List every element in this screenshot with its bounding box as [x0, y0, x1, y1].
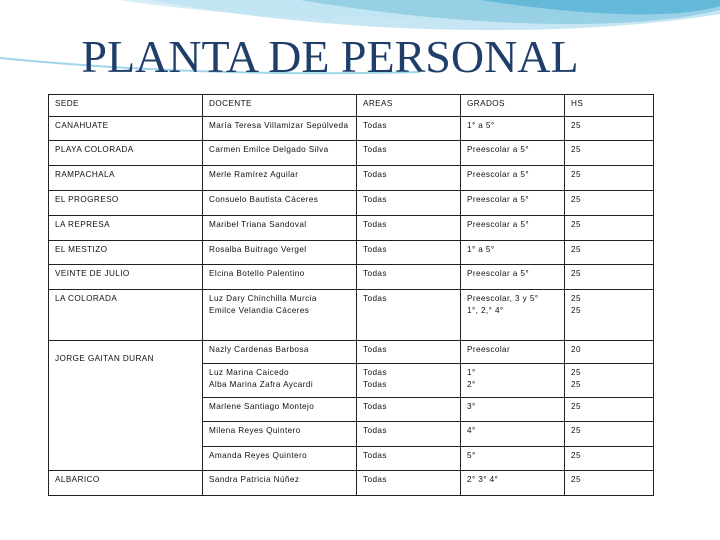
sede-cell: PLAYA COLORADA	[49, 141, 203, 166]
hs-cell	[565, 191, 654, 216]
docente-cell-line: Carmen Emilce Delgado Silva	[209, 145, 329, 154]
grados-cell	[461, 241, 565, 265]
areas-cell	[357, 216, 461, 241]
grados-cell	[461, 216, 565, 241]
grados-cell	[461, 447, 565, 471]
hs-cell	[565, 471, 654, 496]
table-row	[49, 290, 654, 341]
areas-cell-line: Todas	[363, 345, 387, 354]
docente-cell	[203, 191, 357, 216]
grados-cell	[461, 471, 565, 496]
sede-cell: RAMPACHALA	[49, 166, 203, 191]
hs-cell-line: 25	[571, 402, 581, 411]
areas-cell-line: Todas	[363, 121, 387, 130]
hs-cell-line: 25	[571, 306, 581, 315]
header-grados: GRADOS	[461, 95, 565, 117]
page-title: PLANTA DE PERSONAL	[81, 31, 579, 82]
docente-cell-line: Elcina Botello Palentino	[209, 269, 305, 278]
areas-cell-line: Todas	[363, 475, 387, 484]
hs-cell	[565, 364, 654, 398]
table-row	[49, 341, 654, 364]
table-row	[49, 141, 654, 166]
grados-cell-line: 1°, 2,° 4°	[467, 306, 504, 315]
grados-cell	[461, 290, 565, 341]
table-row	[49, 117, 654, 141]
areas-cell-line: Todas	[363, 380, 387, 389]
table-row	[49, 471, 654, 496]
sede-cell: LA COLORADA	[49, 290, 203, 341]
hs-cell	[565, 422, 654, 447]
areas-cell	[357, 341, 461, 364]
docente-cell-line: Nazly Cardenas Barbosa	[209, 345, 309, 354]
sede-cell: EL MESTIZO	[49, 241, 203, 265]
docente-cell-line: Amanda Reyes Quintero	[209, 451, 308, 460]
docente-cell	[203, 117, 357, 141]
areas-cell-line: Todas	[363, 245, 387, 254]
docente-cell	[203, 471, 357, 496]
hs-cell	[565, 141, 654, 166]
docente-cell-line: Alba Marina Zafra Aycardi	[209, 380, 314, 389]
areas-cell	[357, 398, 461, 422]
docente-cell	[203, 364, 357, 398]
grados-cell	[461, 117, 565, 141]
grados-cell-line: 2° 3° 4°	[467, 475, 499, 484]
hs-cell-line: 25	[571, 170, 581, 179]
header-hs: HS	[565, 95, 654, 117]
personnel-table	[48, 94, 654, 496]
grados-cell	[461, 398, 565, 422]
grados-cell-line: 4°	[467, 426, 476, 435]
sede-cell: VEINTE DE JULIO	[49, 265, 203, 290]
areas-cell	[357, 471, 461, 496]
areas-cell-line: Todas	[363, 368, 387, 377]
hs-cell-line: 25	[571, 426, 581, 435]
header-areas: AREAS	[357, 95, 461, 117]
areas-cell	[357, 141, 461, 166]
sede-cell: LA REPRESA	[49, 216, 203, 241]
areas-cell	[357, 290, 461, 341]
sede-cell: ALBARICO	[49, 471, 203, 496]
areas-cell	[357, 265, 461, 290]
hs-cell-line: 25	[571, 121, 581, 130]
docente-cell	[203, 341, 357, 364]
hs-cell-line: 25	[571, 368, 581, 377]
hs-cell	[565, 241, 654, 265]
areas-cell-line: Todas	[363, 220, 387, 229]
grados-cell-line: 1° a 5°	[467, 245, 495, 254]
docente-cell	[203, 141, 357, 166]
areas-cell-line: Todas	[363, 145, 387, 154]
docente-cell-line: Maribel Triana Sandoval	[209, 220, 307, 229]
areas-cell-line: Todas	[363, 402, 387, 411]
areas-cell-line: Todas	[363, 294, 387, 303]
table-row	[49, 166, 654, 191]
hs-cell-line: 25	[571, 195, 581, 204]
docente-cell	[203, 265, 357, 290]
areas-cell	[357, 117, 461, 141]
table-row	[49, 241, 654, 265]
sede-cell: CANAHUATE	[49, 117, 203, 141]
hs-cell-line: 25	[571, 145, 581, 154]
hs-cell-line: 25	[571, 380, 581, 389]
docente-cell-line: María Teresa Villamizar Sepúlveda	[209, 121, 349, 130]
areas-cell	[357, 241, 461, 265]
docente-cell-line: Luz Dary Chinchilla Murcia	[209, 294, 317, 303]
grados-cell-line: Preescolar	[467, 345, 511, 354]
header-sede: SEDE	[49, 95, 203, 117]
hs-cell	[565, 265, 654, 290]
hs-cell	[565, 216, 654, 241]
areas-cell-line: Todas	[363, 451, 387, 460]
hs-cell	[565, 290, 654, 341]
docente-cell	[203, 166, 357, 191]
table-row	[49, 191, 654, 216]
areas-cell	[357, 364, 461, 398]
docente-cell	[203, 290, 357, 341]
docente-cell-line: Marlene Santiago Montejo	[209, 402, 315, 411]
table-row	[49, 265, 654, 290]
grados-cell-line: 1°	[467, 368, 476, 377]
grados-cell-line: Preescolar a 5°	[467, 220, 530, 229]
header-docente: DOCENTE	[203, 95, 357, 117]
docente-cell-line: Rosalba Buitrago Vergel	[209, 245, 307, 254]
grados-cell-line: Preescolar a 5°	[467, 170, 530, 179]
hs-cell	[565, 398, 654, 422]
grados-cell	[461, 141, 565, 166]
docente-cell	[203, 241, 357, 265]
docente-cell-line: Merle Ramírez Aguilar	[209, 170, 299, 179]
docente-cell	[203, 447, 357, 471]
areas-cell-line: Todas	[363, 269, 387, 278]
grados-cell	[461, 166, 565, 191]
grados-cell-line: 1° a 5°	[467, 121, 495, 130]
hs-cell	[565, 447, 654, 471]
hs-cell-line: 25	[571, 475, 581, 484]
table-row	[49, 216, 654, 241]
hs-cell	[565, 341, 654, 364]
sede-cell: JORGE GAITAN DURAN	[49, 341, 203, 471]
hs-cell-line: 20	[571, 345, 581, 354]
hs-cell	[565, 117, 654, 141]
hs-cell-line: 25	[571, 245, 581, 254]
areas-cell	[357, 447, 461, 471]
docente-cell-line: Luz Marina Caicedo	[209, 368, 290, 377]
docente-cell	[203, 422, 357, 447]
docente-cell-line: Consuelo Bautista Cáceres	[209, 195, 319, 204]
areas-cell-line: Todas	[363, 426, 387, 435]
grados-cell-line: Preescolar a 5°	[467, 195, 530, 204]
hs-cell-line: 25	[571, 269, 581, 278]
grados-cell	[461, 364, 565, 398]
docente-cell	[203, 398, 357, 422]
hs-cell-line: 25	[571, 220, 581, 229]
areas-cell	[357, 166, 461, 191]
grados-cell	[461, 265, 565, 290]
grados-cell-line: 5°	[467, 451, 476, 460]
grados-cell	[461, 191, 565, 216]
docente-cell-line: Milena Reyes Quintero	[209, 426, 301, 435]
grados-cell-line: Preescolar a 5°	[467, 145, 530, 154]
grados-cell-line: Preescolar a 5°	[467, 269, 530, 278]
grados-cell-line: Preescolar, 3 y 5°	[467, 294, 539, 303]
docente-cell	[203, 216, 357, 241]
areas-cell-line: Todas	[363, 170, 387, 179]
grados-cell-line: 2°	[467, 380, 476, 389]
sede-cell: EL PROGRESO	[49, 191, 203, 216]
hs-cell	[565, 166, 654, 191]
docente-cell-line: Emilce Velandia Cáceres	[209, 306, 310, 315]
grados-cell-line: 3°	[467, 402, 476, 411]
areas-cell	[357, 422, 461, 447]
header-row	[49, 95, 654, 117]
hs-cell-line: 25	[571, 451, 581, 460]
areas-cell-line: Todas	[363, 195, 387, 204]
hs-cell-line: 25	[571, 294, 581, 303]
docente-cell-line: Sandra Patricia Núñez	[209, 475, 300, 484]
grados-cell	[461, 422, 565, 447]
grados-cell	[461, 341, 565, 364]
areas-cell	[357, 191, 461, 216]
